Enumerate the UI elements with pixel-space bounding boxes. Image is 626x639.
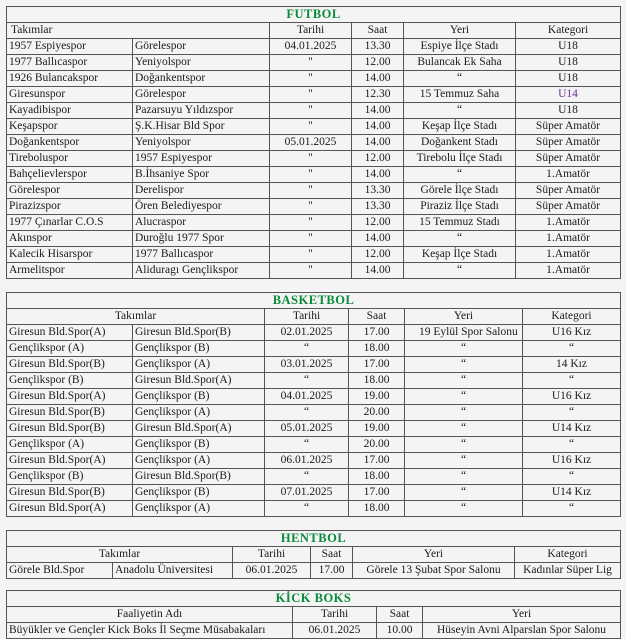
col-header-activity: Faaliyetin Adı: [7, 607, 293, 623]
match-time: 14.00: [352, 119, 404, 135]
home-team: Doğankentspor: [7, 135, 133, 151]
match-category: “: [523, 501, 621, 517]
match-category: Süper Amatör: [516, 151, 621, 167]
kickboks-title: KİCK BOKS: [7, 591, 621, 607]
match-venue: “: [405, 405, 523, 421]
match-venue: “: [405, 357, 523, 373]
away-team: Görelespor: [133, 87, 270, 103]
away-team: Duroğlu 1977 Spor: [133, 231, 270, 247]
match-category: U18: [516, 71, 621, 87]
match-category: 14 Kız: [523, 357, 621, 373]
col-header-time: Saat: [349, 309, 405, 325]
match-category: 1.Amatör: [516, 247, 621, 263]
away-team: 1977 Ballıcaspor: [133, 247, 270, 263]
match-date: ": [270, 87, 352, 103]
match-date: 06.01.2025: [233, 563, 311, 579]
table-row: [7, 183, 621, 199]
col-header-venue: Yeri: [404, 23, 516, 39]
match-venue: Tirebolu İlçe Stadı: [404, 151, 516, 167]
away-team: Gençlikspor (A): [133, 405, 265, 421]
match-date: 06.01.2025: [265, 453, 349, 469]
match-category: Süper Amatör: [516, 199, 621, 215]
match-category: 1.Amatör: [516, 167, 621, 183]
away-team: Gençlikspor (B): [133, 485, 265, 501]
match-time: 14.00: [352, 71, 404, 87]
match-date: “: [265, 437, 349, 453]
match-date: “: [265, 469, 349, 485]
col-header-time: Saat: [311, 547, 353, 563]
away-team: Gençlikspor (A): [133, 453, 265, 469]
match-date: “: [265, 373, 349, 389]
match-venue: “: [405, 373, 523, 389]
match-time: 18.00: [349, 501, 405, 517]
match-time: 17.00: [349, 357, 405, 373]
match-date: 05.01.2025: [265, 421, 349, 437]
match-time: 14.00: [352, 167, 404, 183]
event-time: 10.00: [377, 623, 423, 639]
col-header-teams: Takımlar: [7, 23, 270, 39]
basketbol-title: BASKETBOL: [7, 293, 621, 309]
match-time: 13.30: [352, 183, 404, 199]
match-time: 18.00: [349, 373, 405, 389]
home-team: Armelitspor: [7, 263, 133, 279]
away-team: Giresun Bld.Spor(A): [133, 373, 265, 389]
home-team: Giresunspor: [7, 87, 133, 103]
table-row: [7, 263, 621, 279]
match-venue: “: [405, 485, 523, 501]
table-row: [7, 469, 621, 485]
match-venue: 15 Temmuz Stadı: [404, 215, 516, 231]
match-time: 12.30: [352, 87, 404, 103]
match-venue: 19 Eylül Spor Salonu: [405, 325, 523, 341]
match-time: 13.30: [352, 39, 404, 55]
away-team: Aliduragı Gençlikspor: [133, 263, 270, 279]
col-header-date: Tarihi: [265, 309, 349, 325]
table-row: [7, 389, 621, 405]
home-team: 1977 Ballıcaspor: [7, 55, 133, 71]
match-time: 17.00: [349, 325, 405, 341]
match-venue: Keşap İlçe Stadı: [404, 247, 516, 263]
match-date: ": [270, 247, 352, 263]
match-category: U16 Kız: [523, 453, 621, 469]
match-category: U18: [516, 39, 621, 55]
match-time: 12.00: [352, 55, 404, 71]
match-time: 13.30: [352, 199, 404, 215]
match-date: 04.01.2025: [270, 39, 352, 55]
away-team: Yeniyolspor: [133, 55, 270, 71]
match-category: U14 Kız: [523, 421, 621, 437]
match-date: ": [270, 103, 352, 119]
match-venue: “: [404, 263, 516, 279]
match-category: Süper Amatör: [516, 183, 621, 199]
away-team: Gençlikspor (A): [133, 357, 265, 373]
away-team: Ören Belediyespor: [133, 199, 270, 215]
match-venue: “: [405, 421, 523, 437]
match-category: U14 Kız: [523, 485, 621, 501]
match-date: ": [270, 71, 352, 87]
match-venue: “: [405, 469, 523, 485]
event-date: 06.01.2025: [293, 623, 377, 639]
table-row: [7, 485, 621, 501]
match-date: ": [270, 263, 352, 279]
match-date: 03.01.2025: [265, 357, 349, 373]
away-team: Gençlikspor (A): [133, 501, 265, 517]
match-date: ": [270, 231, 352, 247]
match-time: 17.00: [311, 563, 353, 579]
home-team: Gençlikspor (A): [7, 341, 133, 357]
home-team: Gençlikspor (B): [7, 469, 133, 485]
match-venue: Bulancak Ek Saha: [404, 55, 516, 71]
away-team: 1957 Espiyespor: [133, 151, 270, 167]
match-venue: “: [405, 501, 523, 517]
home-team: Tireboluspor: [7, 151, 133, 167]
match-venue: Görele 13 Şubat Spor Salonu: [353, 563, 515, 579]
match-venue: “: [404, 167, 516, 183]
hentbol-title: HENTBOL: [7, 531, 621, 547]
table-row: [7, 325, 621, 341]
match-time: 14.00: [352, 231, 404, 247]
match-venue: Görele İlçe Stadı: [404, 183, 516, 199]
home-team: Kayadibispor: [7, 103, 133, 119]
table-row: [7, 215, 621, 231]
match-venue: “: [405, 453, 523, 469]
match-category: “: [523, 405, 621, 421]
match-date: ": [270, 55, 352, 71]
match-category: “: [523, 341, 621, 357]
match-venue: “: [405, 341, 523, 357]
home-team: Giresun Bld.Spor(A): [7, 453, 133, 469]
home-team: Giresun Bld.Spor(A): [7, 501, 133, 517]
away-team: Gençlikspor (B): [133, 389, 265, 405]
match-category: 1.Amatör: [516, 263, 621, 279]
table-row: [7, 437, 621, 453]
table-row: [7, 405, 621, 421]
match-time: 20.00: [349, 437, 405, 453]
match-time: 19.00: [349, 389, 405, 405]
match-date: ": [270, 151, 352, 167]
home-team: Giresun Bld.Spor(B): [7, 485, 133, 501]
match-date: ": [270, 215, 352, 231]
match-time: 19.00: [349, 421, 405, 437]
home-team: Giresun Bld.Spor(A): [7, 389, 133, 405]
match-category: Süper Amatör: [516, 119, 621, 135]
match-time: 12.00: [352, 247, 404, 263]
match-time: 18.00: [349, 341, 405, 357]
match-category: 1.Amatör: [516, 231, 621, 247]
away-team: Giresun Bld.Spor(A): [133, 421, 265, 437]
match-time: 14.00: [352, 103, 404, 119]
table-row: [7, 501, 621, 517]
away-team: Yeniyolspor: [133, 135, 270, 151]
home-team: Keşapspor: [7, 119, 133, 135]
match-venue: “: [405, 437, 523, 453]
table-row: [7, 563, 621, 579]
col-header-teams: Takımlar: [7, 547, 233, 563]
away-team: Pazarsuyu Yıldızspor: [133, 103, 270, 119]
table-row: [7, 55, 621, 71]
home-team: Giresun Bld.Spor(A): [7, 325, 133, 341]
home-team: Pirazizspor: [7, 199, 133, 215]
col-header-teams: Takımlar: [7, 309, 265, 325]
col-header-time: Saat: [352, 23, 404, 39]
basketbol-table: [6, 292, 621, 517]
table-row: [7, 421, 621, 437]
home-team: Giresun Bld.Spor(B): [7, 405, 133, 421]
match-date: ": [270, 183, 352, 199]
col-header-date: Tarihi: [233, 547, 311, 563]
away-team: Görelespor: [133, 39, 270, 55]
match-date: “: [265, 501, 349, 517]
match-date: ": [270, 199, 352, 215]
col-header-category: Kategori: [523, 309, 621, 325]
match-venue: “: [404, 103, 516, 119]
table-row: [7, 39, 621, 55]
table-row: [7, 151, 621, 167]
table-row: [7, 357, 621, 373]
col-header-category: Kategori: [515, 547, 621, 563]
match-time: 14.00: [352, 263, 404, 279]
home-team: Giresun Bld.Spor(B): [7, 421, 133, 437]
match-category: “: [523, 437, 621, 453]
match-venue: Piraziz İlçe Stadı: [404, 199, 516, 215]
match-date: ": [270, 119, 352, 135]
away-team: B.İhsaniye Spor: [133, 167, 270, 183]
away-team: Doğankentspor: [133, 71, 270, 87]
table-row: [7, 87, 621, 103]
match-venue: 15 Temmuz Saha: [404, 87, 516, 103]
match-venue: “: [404, 71, 516, 87]
home-team: Gençlikspor (A): [7, 437, 133, 453]
match-time: 20.00: [349, 405, 405, 421]
match-venue: Doğankent Stadı: [404, 135, 516, 151]
table-row: [7, 453, 621, 469]
col-header-date: Tarihi: [293, 607, 377, 623]
away-team: Giresun Bld.Spor(B): [133, 469, 265, 485]
match-category: U18: [516, 55, 621, 71]
match-time: 12.00: [352, 215, 404, 231]
table-row: [7, 199, 621, 215]
match-venue: “: [405, 389, 523, 405]
table-row: [7, 247, 621, 263]
away-team: Gençlikspor (B): [133, 341, 265, 357]
match-venue: Keşap İlçe Stadı: [404, 119, 516, 135]
match-date: “: [265, 341, 349, 357]
away-team: Giresun Bld.Spor(B): [133, 325, 265, 341]
away-team: Derelispor: [133, 183, 270, 199]
match-date: 04.01.2025: [265, 389, 349, 405]
col-header-time: Saat: [377, 607, 423, 623]
match-category: Kadınlar Süper Lig: [515, 563, 621, 579]
table-row: [7, 373, 621, 389]
match-category: 1.Amatör: [516, 215, 621, 231]
table-row: [7, 103, 621, 119]
home-team: Bahçelievlerspor: [7, 167, 133, 183]
match-date: 07.01.2025: [265, 485, 349, 501]
home-team: 1926 Bulancakspor: [7, 71, 133, 87]
table-row: [7, 341, 621, 357]
match-category: U14: [516, 87, 621, 103]
col-header-venue: Yeri: [423, 607, 621, 623]
col-header-date: Tarihi: [270, 23, 352, 39]
hentbol-table: [6, 530, 621, 579]
match-time: 18.00: [349, 469, 405, 485]
match-time: 12.00: [352, 151, 404, 167]
table-row: [7, 167, 621, 183]
home-team: 1957 Espiyespor: [7, 39, 133, 55]
match-category: U18: [516, 103, 621, 119]
table-row: [7, 119, 621, 135]
match-date: ": [270, 167, 352, 183]
table-row: [7, 231, 621, 247]
col-header-venue: Yeri: [353, 547, 515, 563]
match-date: “: [265, 405, 349, 421]
match-venue: Espiye İlçe Stadı: [404, 39, 516, 55]
table-row: [7, 71, 621, 87]
match-date: 05.01.2025: [270, 135, 352, 151]
match-category: “: [523, 373, 621, 389]
match-time: 17.00: [349, 485, 405, 501]
event-venue: Hüseyin Avni Alparslan Spor Salonu: [423, 623, 621, 639]
away-team: Alucraspor: [133, 215, 270, 231]
away-team: Ş.K.Hisar Bld Spor: [133, 119, 270, 135]
match-time: 17.00: [349, 453, 405, 469]
col-header-venue: Yeri: [405, 309, 523, 325]
away-team: Anadolu Üniversitesi: [113, 563, 233, 579]
match-category: “: [523, 469, 621, 485]
match-time: 14.00: [352, 135, 404, 151]
match-venue: “: [404, 231, 516, 247]
futbol-title: FUTBOL: [7, 7, 621, 23]
activity-name: Büyükler ve Gençler Kick Boks İl Seçme Müsabakaları: [7, 623, 293, 639]
table-row: [7, 135, 621, 151]
home-team: Kalecik Hisarspor: [7, 247, 133, 263]
col-header-category: Kategori: [516, 23, 621, 39]
kickboks-table: [6, 590, 621, 639]
match-category: U16 Kız: [523, 389, 621, 405]
match-date: 02.01.2025: [265, 325, 349, 341]
home-team: Görelespor: [7, 183, 133, 199]
futbol-table: [6, 6, 621, 279]
away-team: Gençlikspor (B): [133, 437, 265, 453]
match-category: Süper Amatör: [516, 135, 621, 151]
table-row: [7, 623, 621, 639]
home-team: 1977 Çınarlar C.O.S: [7, 215, 133, 231]
home-team: Gençlikspor (B): [7, 373, 133, 389]
match-category: U16 Kız: [523, 325, 621, 341]
home-team: Görele Bld.Spor: [7, 563, 113, 579]
home-team: Giresun Bld.Spor(B): [7, 357, 133, 373]
home-team: Akınspor: [7, 231, 133, 247]
